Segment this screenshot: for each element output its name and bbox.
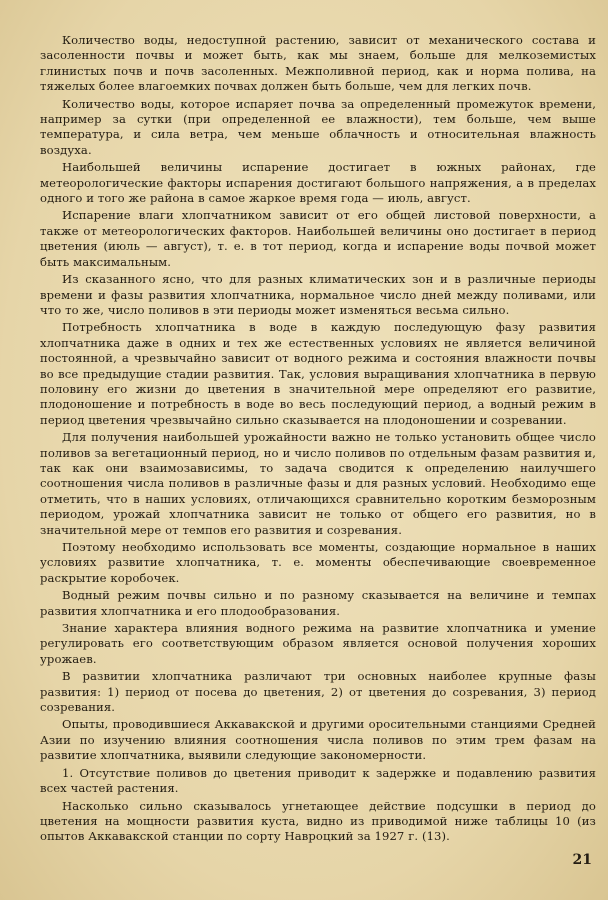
paragraph-12: Опыты, проводившиеся Аккавакской и другими оросительными станциями Средней Азии по изучению влияния соотношения числа поливов по этим трем фазам на развитие хлопчатника, выявили следующие закономерности. — [40, 717, 596, 763]
page-number: 21 — [572, 852, 592, 868]
paragraph-9: Водный режим почвы сильно и по разному сказывается на величине и темпах развития хлопчатника и его плодообразования. — [40, 588, 596, 618]
page-body — [40, 33, 596, 845]
paragraph-10: Знание характера влияния водного режима на развитие хлопчатника и умение регулировать его соответствующим образом является основой получения хороших урожаев. — [40, 621, 596, 666]
paragraph-5: Из сказанного ясно, что для разных климатических зон и в различные периоды времени и фазы развития хлопчатника, нормальное число дней между поливами, или что то же, число поливов в эти периоды может изменяться весьма сильно. — [40, 272, 596, 317]
paragraph-3: Наибольшей величины испарение достигает в южных районах, где метеорологические факторы испарения достигают большого напряжения, а в пределах одного и того же района в самое жаркое время года — июль, август. — [40, 160, 596, 206]
paragraph-6: Потребность хлопчатника в воде в каждую последующую фазу развития хлопчатника даже в одних и тех же естественных условиях не является величиной постоянной, а чрезвычайно зависит от водного режима и состояния влажности почвы во все предыдущие стадии развития. Так, условия выращивания хлопчатника в первую половину его жизни до цветения в значительной мере определяют его развитие, плодоношение и потребность в воде во весь последующий период, а водный режим в период цветения чрезвычайно сильно сказывается на плодоношении и созревании. — [40, 320, 596, 427]
paragraph-1: Количество воды, недоступной растению, зависит от механического состава и засоленности почвы и может быть, как мы знаем, больше для мелкоземистых глинистых почв и почв засоленных. Межполивной период, как и норма полива, на тяжелых более влагоемких почвах должен быть больше, чем для легких почв. — [40, 33, 596, 94]
paragraph-7: Для получения наибольшей урожайности важно не только установить общее число поливов за вегетационный период, но и число поливов по отдельным фазам развития и, так как они взаимозависимы, то задача сводится к определению наилучшего соотношения числа поливов в различные фазы и для разных условий. Необходимо еще отметить, что в наших условиях, отличающихся сравнительно коротким безморозным периодом, урожай хлопчатника зависит не только от общего его развития, но в значительной мере от темпов его развития и созревания. — [40, 430, 596, 537]
paragraph-2: Количество воды, которое испаряет почва за определенный промежуток времени, например за сутки (при определенной ее влажности), тем больше, чем выше температура, и сила ветра, чем меньше облачность и относительная влажность воздуха. — [40, 96, 596, 157]
paragraph-13: 1. Отсутствие поливов до цветения приводит к задержке и подавлению развития всех частей растения. — [40, 765, 596, 796]
paragraph-14: Насколько сильно сказывалось угнетающее действие подсушки в период до цветения на мощности развития куста, видно из приводимой ниже таблицы 10 (из опытов Аккавакской станции по сорту Навроцкий за 1927 г. (13). — [40, 798, 596, 844]
paragraph-4: Испарение влаги хлопчатником зависит от его общей листовой поверхности, а также от метеорологических факторов. Наибольшей величины оно достигает в период цветения (июль — август), т. е. в тот период, когда и испарение воды почвой может быть максимальным. — [40, 208, 596, 269]
paragraph-8: Поэтому необходимо использовать все моменты, создающие нормальное в наших условиях развитие хлопчатника, т. е. моменты обеспечивающие своевременное раскрытие коробочек. — [40, 540, 596, 585]
paragraph-11: В развитии хлопчатника различают три основных наиболее крупные фазы развития: 1) период от посева до цветения, 2) от цветения до созревания, 3) период созревания. — [40, 669, 596, 715]
